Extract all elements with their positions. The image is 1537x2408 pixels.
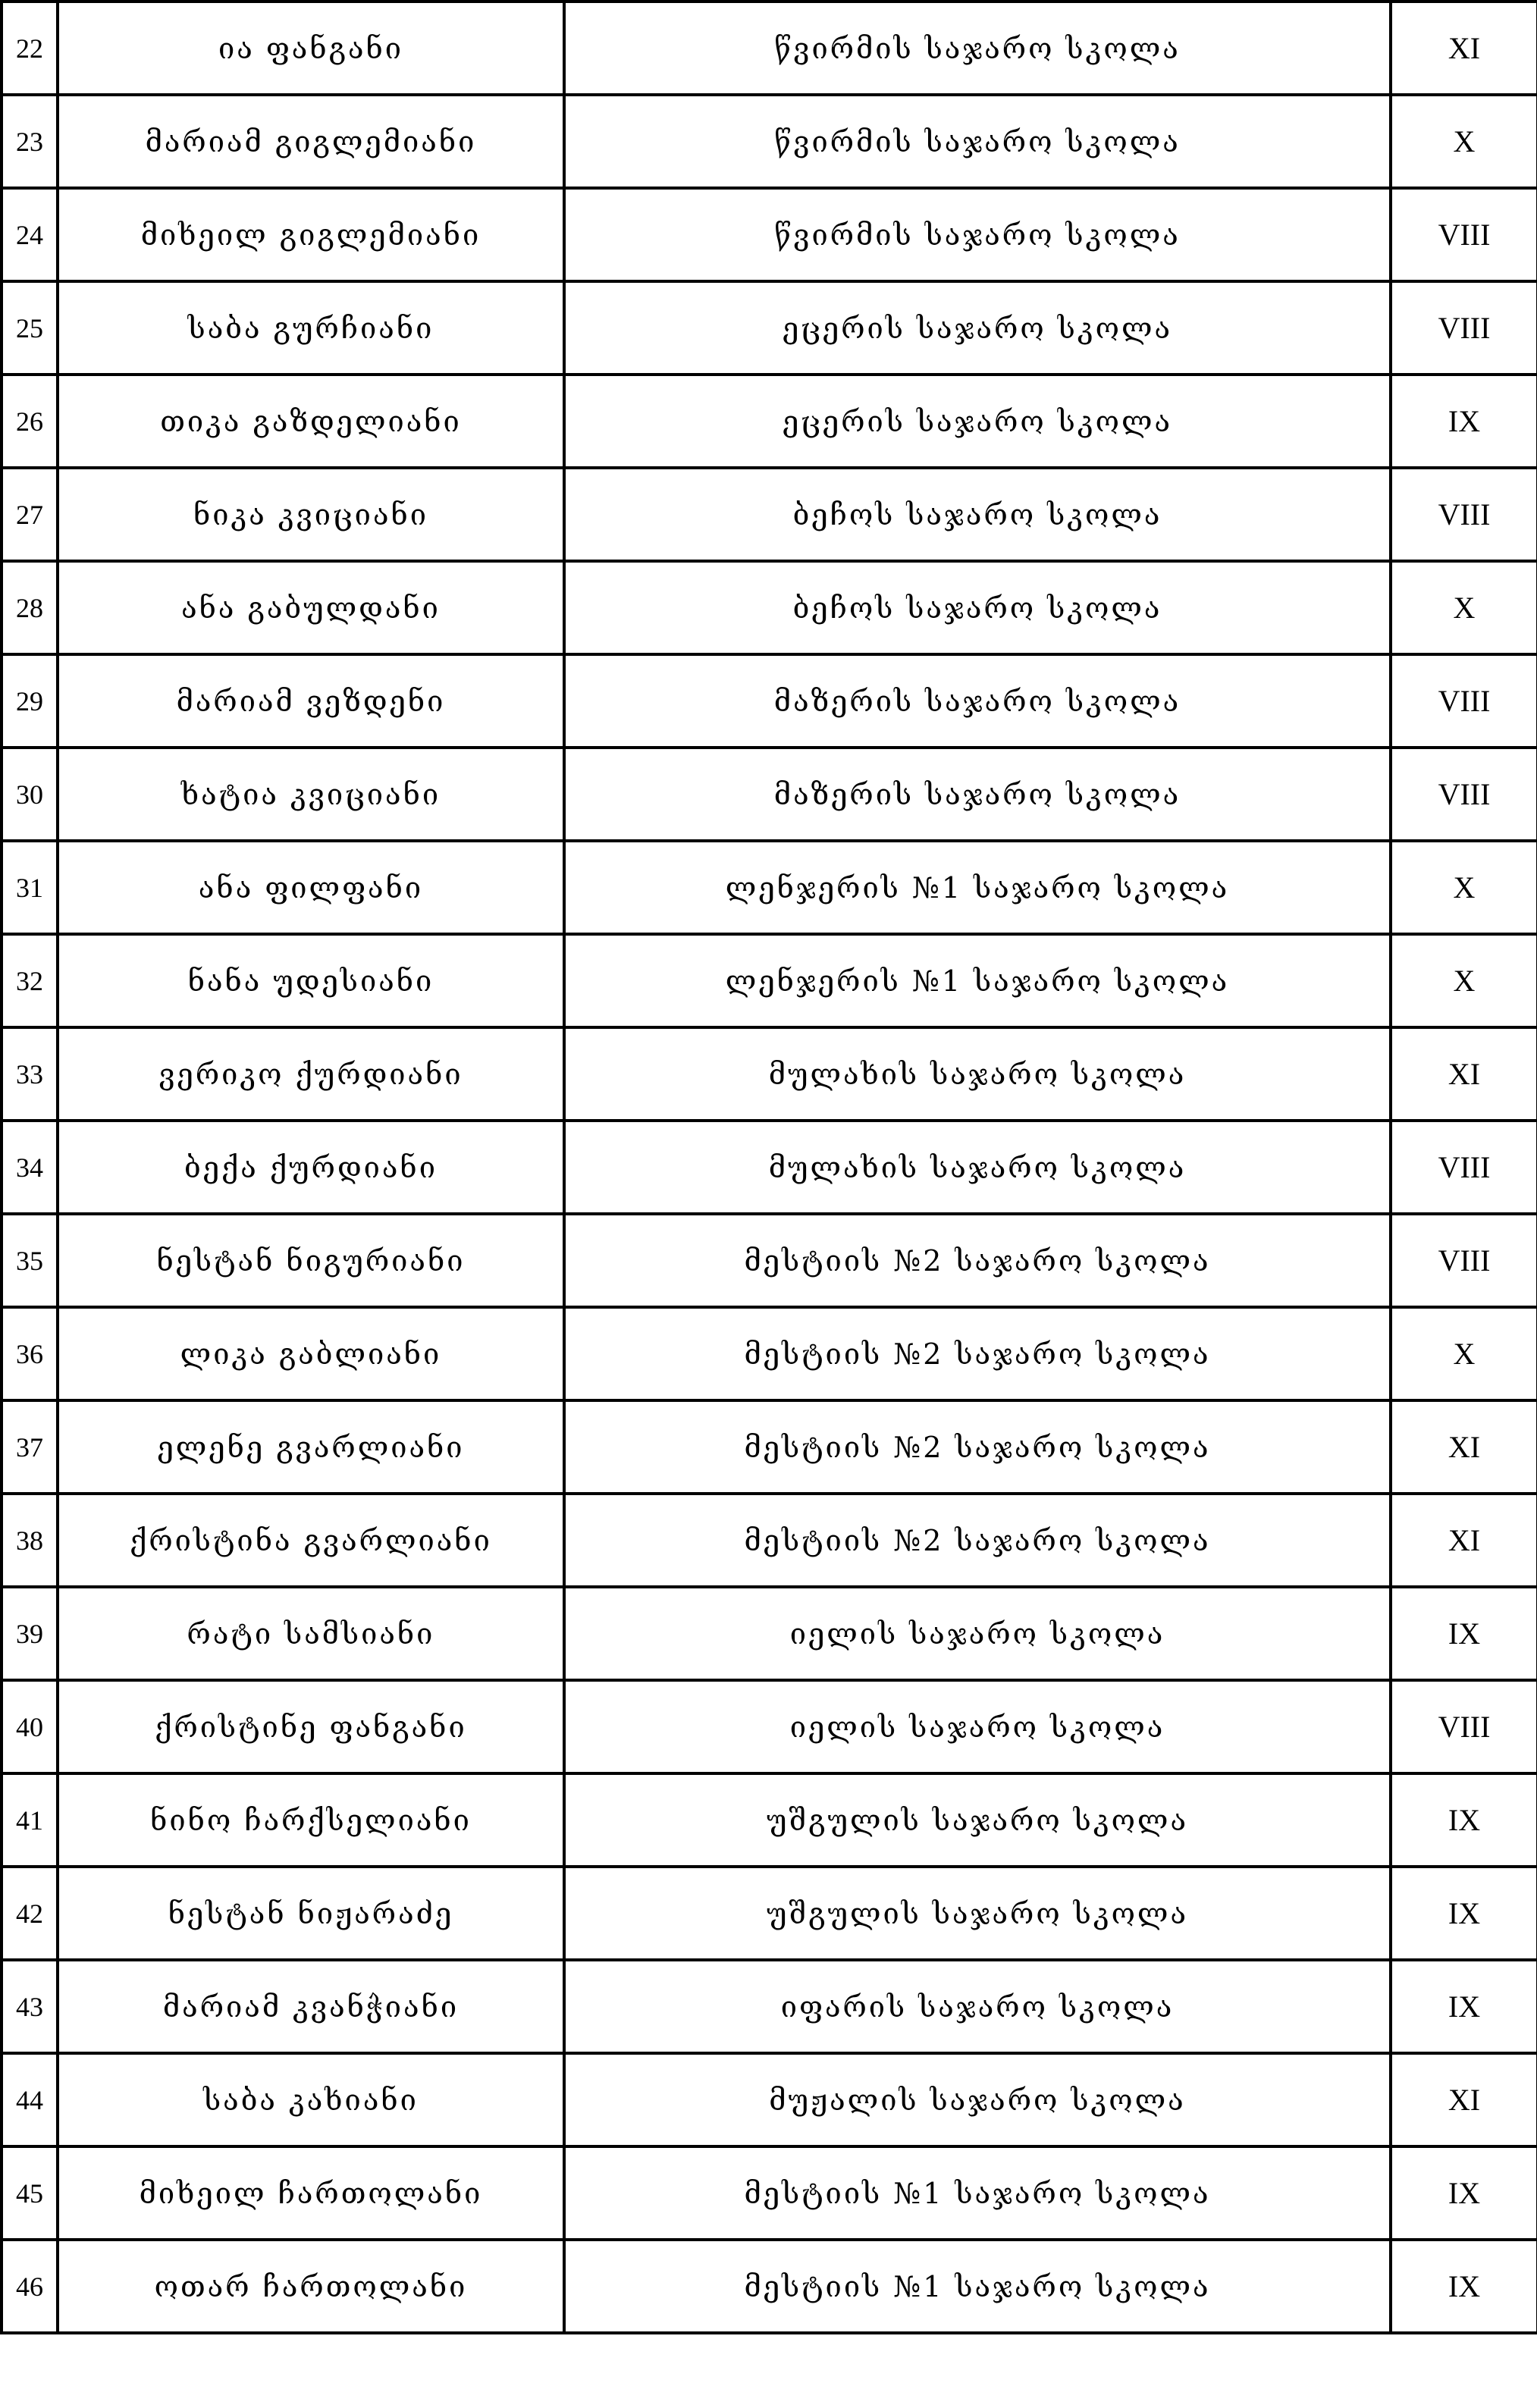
row-number-cell: 25 (2, 281, 58, 375)
grade-cell: IX (1391, 375, 1537, 468)
table-row (2, 841, 1537, 934)
table-row (2, 1960, 1537, 2053)
school-name-cell: მაზერის საჯარო სკოლა (564, 654, 1391, 748)
school-name-cell: ეცერის საჯარო სკოლა (564, 375, 1391, 468)
table-row (2, 188, 1537, 281)
row-number-cell: 44 (2, 2053, 58, 2146)
student-name-cell: ოთარ ჩართოლანი (58, 2240, 564, 2333)
table-row (2, 2240, 1537, 2333)
table-row (2, 1214, 1537, 1307)
row-number-cell: 36 (2, 1307, 58, 1400)
school-name-cell: იელის საჯარო სკოლა (564, 1587, 1391, 1680)
row-number-cell: 40 (2, 1680, 58, 1773)
student-name-cell: თიკა გაზდელიანი (58, 375, 564, 468)
student-name-cell: რატი სამსიანი (58, 1587, 564, 1680)
grade-cell: X (1391, 1307, 1537, 1400)
school-name-cell: ეცერის საჯარო სკოლა (564, 281, 1391, 375)
student-name-cell: მიხეილ ჩართოლანი (58, 2146, 564, 2240)
school-name-cell: მულახის საჯარო სკოლა (564, 1121, 1391, 1214)
grade-cell: VIII (1391, 281, 1537, 375)
row-number-cell: 24 (2, 188, 58, 281)
grade-cell: XI (1391, 1400, 1537, 1494)
table-row (2, 468, 1537, 561)
student-name-cell: ნანა უდესიანი (58, 934, 564, 1027)
table-row (2, 1307, 1537, 1400)
student-name-cell: ხატია კვიციანი (58, 748, 564, 841)
table-row (2, 934, 1537, 1027)
school-name-cell: ბეჩოს საჯარო სკოლა (564, 561, 1391, 654)
row-number-cell: 28 (2, 561, 58, 654)
school-name-cell: უშგულის საჯარო სკოლა (564, 1773, 1391, 1867)
grade-cell: VIII (1391, 468, 1537, 561)
student-name-cell: საბა გურჩიანი (58, 281, 564, 375)
row-number-cell: 26 (2, 375, 58, 468)
school-name-cell: მესტიის №2 საჯარო სკოლა (564, 1400, 1391, 1494)
student-name-cell: მარიამ კვანჭიანი (58, 1960, 564, 2053)
grade-cell: VIII (1391, 1121, 1537, 1214)
school-name-cell: წვირმის საჯარო სკოლა (564, 2, 1391, 95)
grade-cell: VIII (1391, 748, 1537, 841)
student-name-cell: მარიამ ვეზდენი (58, 654, 564, 748)
student-name-cell: ანა გაბულდანი (58, 561, 564, 654)
student-name-cell: ქრისტინა გვარლიანი (58, 1494, 564, 1587)
row-number-cell: 38 (2, 1494, 58, 1587)
school-name-cell: მესტიის №1 საჯარო სკოლა (564, 2240, 1391, 2333)
table-row (2, 95, 1537, 188)
student-name-cell: მარიამ გიგლემიანი (58, 95, 564, 188)
table-row (2, 1121, 1537, 1214)
student-name-cell: საბა კახიანი (58, 2053, 564, 2146)
row-number-cell: 30 (2, 748, 58, 841)
school-name-cell: მულახის საჯარო სკოლა (564, 1027, 1391, 1121)
row-number-cell: 37 (2, 1400, 58, 1494)
student-name-cell: ნესტან ნიჟარაძე (58, 1867, 564, 1960)
row-number-cell: 34 (2, 1121, 58, 1214)
student-name-cell: ია ფანგანი (58, 2, 564, 95)
grade-cell: X (1391, 841, 1537, 934)
row-number-cell: 35 (2, 1214, 58, 1307)
grade-cell: VIII (1391, 188, 1537, 281)
student-name-cell: ნიკა კვიციანი (58, 468, 564, 561)
row-number-cell: 23 (2, 95, 58, 188)
table-row (2, 654, 1537, 748)
school-name-cell: მუჟალის საჯარო სკოლა (564, 2053, 1391, 2146)
table-row (2, 2053, 1537, 2146)
student-name-cell: ნესტან ნიგურიანი (58, 1214, 564, 1307)
student-name-cell: ანა ფილფანი (58, 841, 564, 934)
student-name-cell: ელენე გვარლიანი (58, 1400, 564, 1494)
grade-cell: IX (1391, 1587, 1537, 1680)
grade-cell: VIII (1391, 1680, 1537, 1773)
table-row (2, 1587, 1537, 1680)
table-row (2, 2146, 1537, 2240)
grade-cell: XI (1391, 2, 1537, 95)
student-name-cell: ვერიკო ქურდიანი (58, 1027, 564, 1121)
grade-cell: IX (1391, 1960, 1537, 2053)
school-name-cell: იელის საჯარო სკოლა (564, 1680, 1391, 1773)
school-name-cell: ლენჯერის №1 საჯარო სკოლა (564, 934, 1391, 1027)
table-row (2, 1867, 1537, 1960)
school-name-cell: ლენჯერის №1 საჯარო სკოლა (564, 841, 1391, 934)
student-name-cell: ლიკა გაბლიანი (58, 1307, 564, 1400)
grade-cell: IX (1391, 2240, 1537, 2333)
row-number-cell: 45 (2, 2146, 58, 2240)
table-row (2, 281, 1537, 375)
school-name-cell: ბეჩოს საჯარო სკოლა (564, 468, 1391, 561)
grade-cell: X (1391, 95, 1537, 188)
row-number-cell: 32 (2, 934, 58, 1027)
roster-body (2, 2, 1537, 2333)
school-name-cell: იფარის საჯარო სკოლა (564, 1960, 1391, 2053)
row-number-cell: 42 (2, 1867, 58, 1960)
table-row (2, 748, 1537, 841)
student-name-cell: ნინო ჩარქსელიანი (58, 1773, 564, 1867)
row-number-cell: 33 (2, 1027, 58, 1121)
grade-cell: XI (1391, 1027, 1537, 1121)
table-row (2, 1027, 1537, 1121)
school-name-cell: წვირმის საჯარო სკოლა (564, 188, 1391, 281)
grade-cell: IX (1391, 2146, 1537, 2240)
grade-cell: X (1391, 934, 1537, 1027)
row-number-cell: 43 (2, 1960, 58, 2053)
row-number-cell: 46 (2, 2240, 58, 2333)
school-name-cell: მაზერის საჯარო სკოლა (564, 748, 1391, 841)
row-number-cell: 22 (2, 2, 58, 95)
school-name-cell: მესტიის №2 საჯარო სკოლა (564, 1494, 1391, 1587)
table-row (2, 375, 1537, 468)
table-row (2, 2, 1537, 95)
student-name-cell: მიხეილ გიგლემიანი (58, 188, 564, 281)
row-number-cell: 29 (2, 654, 58, 748)
school-name-cell: უშგულის საჯარო სკოლა (564, 1867, 1391, 1960)
school-name-cell: წვირმის საჯარო სკოლა (564, 95, 1391, 188)
table-row (2, 561, 1537, 654)
table-row (2, 1494, 1537, 1587)
grade-cell: VIII (1391, 1214, 1537, 1307)
grade-cell: VIII (1391, 654, 1537, 748)
school-name-cell: მესტიის №2 საჯარო სკოლა (564, 1214, 1391, 1307)
grade-cell: X (1391, 561, 1537, 654)
row-number-cell: 31 (2, 841, 58, 934)
row-number-cell: 41 (2, 1773, 58, 1867)
table-row (2, 1680, 1537, 1773)
grade-cell: IX (1391, 1867, 1537, 1960)
school-name-cell: მესტიის №2 საჯარო სკოლა (564, 1307, 1391, 1400)
table-row (2, 1773, 1537, 1867)
school-name-cell: მესტიის №1 საჯარო სკოლა (564, 2146, 1391, 2240)
row-number-cell: 27 (2, 468, 58, 561)
student-name-cell: ქრისტინე ფანგანი (58, 1680, 564, 1773)
table-row (2, 1400, 1537, 1494)
grade-cell: XI (1391, 1494, 1537, 1587)
student-name-cell: ბექა ქურდიანი (58, 1121, 564, 1214)
grade-cell: XI (1391, 2053, 1537, 2146)
grade-cell: IX (1391, 1773, 1537, 1867)
row-number-cell: 39 (2, 1587, 58, 1680)
